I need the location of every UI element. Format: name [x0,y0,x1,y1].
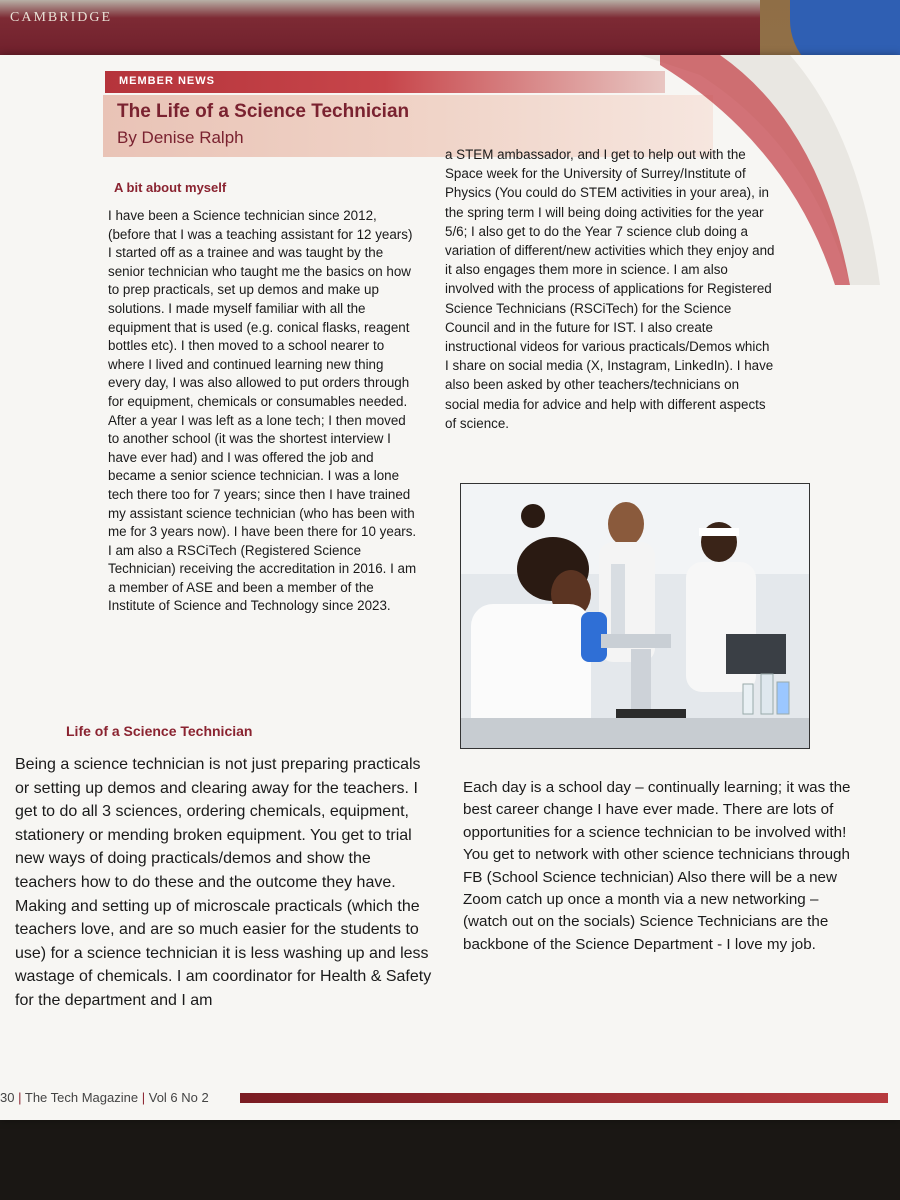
book-spine-label: CAMBRIDGE [10,10,113,25]
life-paragraph: Being a science technician is not just preparing practicals or setting up demos and clearing away for the teachers. I get to do all 3 sciences, ordering chemicals, equipment, stationery or mending broken equipment. You get to trial new ways of doing practicals/demos and show the teachers how to do these and the outcome they have. Making and setting up of microscale practicals (which the teachers love, and are so much easier for the students to use) for a science technician it is less washing up and less wastage of chemicals. I am coordinator for Health & Safety for the department and I am [15,756,432,1009]
about-paragraph: I have been a Science technician since 2012, (before that I was a teaching assistant for 12 years) I started off as a trainee and was taught by the senior technician who taught me the basics on how to prep practicals, set up demos and make up solutions. I made myself familiar with all the equipment that is used (e.g. conical flasks, reagent bottles etc). I then moved to a school nearer to where I lived and continued learning new thing every day, I was also allowed to put orders through for equipment, chemicals or consumables needed. After a year I was left as a lone tech; I then moved to another school (it was the shortest interview I have ever had) and I was offered the job and became a senior science technician. I was a lone tech there too for 7 years; since then I have trained my assistant science technician (who has been with me for 3 years now). I have been there for 10 years. I am also a RSCiTech (Registered Science Technician) receiving the accreditation in 2016. I am a member of ASE and been a member of the Institute of Science and Technology since 2023. [108,208,417,614]
article-title: The Life of a Science Technician [117,101,410,122]
article-byline: By Denise Ralph [117,128,244,147]
section-label: MEMBER NEWS [119,75,215,87]
dark-foreground [0,1120,900,1200]
about-heading: A bit about myself [114,180,227,195]
page-footer [0,1085,900,1115]
section-banner [105,71,665,93]
footer-separator: | [18,1090,22,1105]
page-curl [640,55,880,285]
right-paragraph: a STEM ambassador, and I get to help out with the Space week for the University of Surrey/Institute of Physics (You could do STEM activities in your area), in the spring term I will being doing activities for the year 5/6; I also get to do the Year 7 science club doing a variation of different/new activities which they enjoy and it also engages them more in science. I am also involved with the process of applications for Registered Science Technicians (RSCiTech) for the Science Council and in the future for IST. I also create instructional videos for various practicals/Demos which I share on social media (X, Instagram, LinkedIn). I have also been asked by other teachers/technicians on social media for advice and help with different aspects of science. [445,147,775,431]
footer-text [0,1090,209,1105]
lab-photo-illustration [461,484,809,748]
magazine-page [0,55,900,1120]
book-stack [0,0,760,60]
footer-bar [240,1093,888,1103]
page-number: 30 [0,1090,15,1105]
issue-label: Vol 6 No 2 [148,1090,209,1105]
magazine-name: The Tech Magazine [24,1090,139,1105]
lab-photo [460,483,810,749]
life-heading: Life of a Science Technician [66,723,253,739]
closing-paragraph: Each day is a school day – continually learning; it was the best career change I have ever made. There are lots of opportunities for a science technician to be involved with! You get to network with other science technicians through FB (School Science technician) Also there will be a new Zoom catch up once a month via a new networking – (watch out on the socials) Science Technicians are the backbone of the Science Department - I love my job. [463,779,851,953]
footer-separator: | [141,1090,146,1105]
